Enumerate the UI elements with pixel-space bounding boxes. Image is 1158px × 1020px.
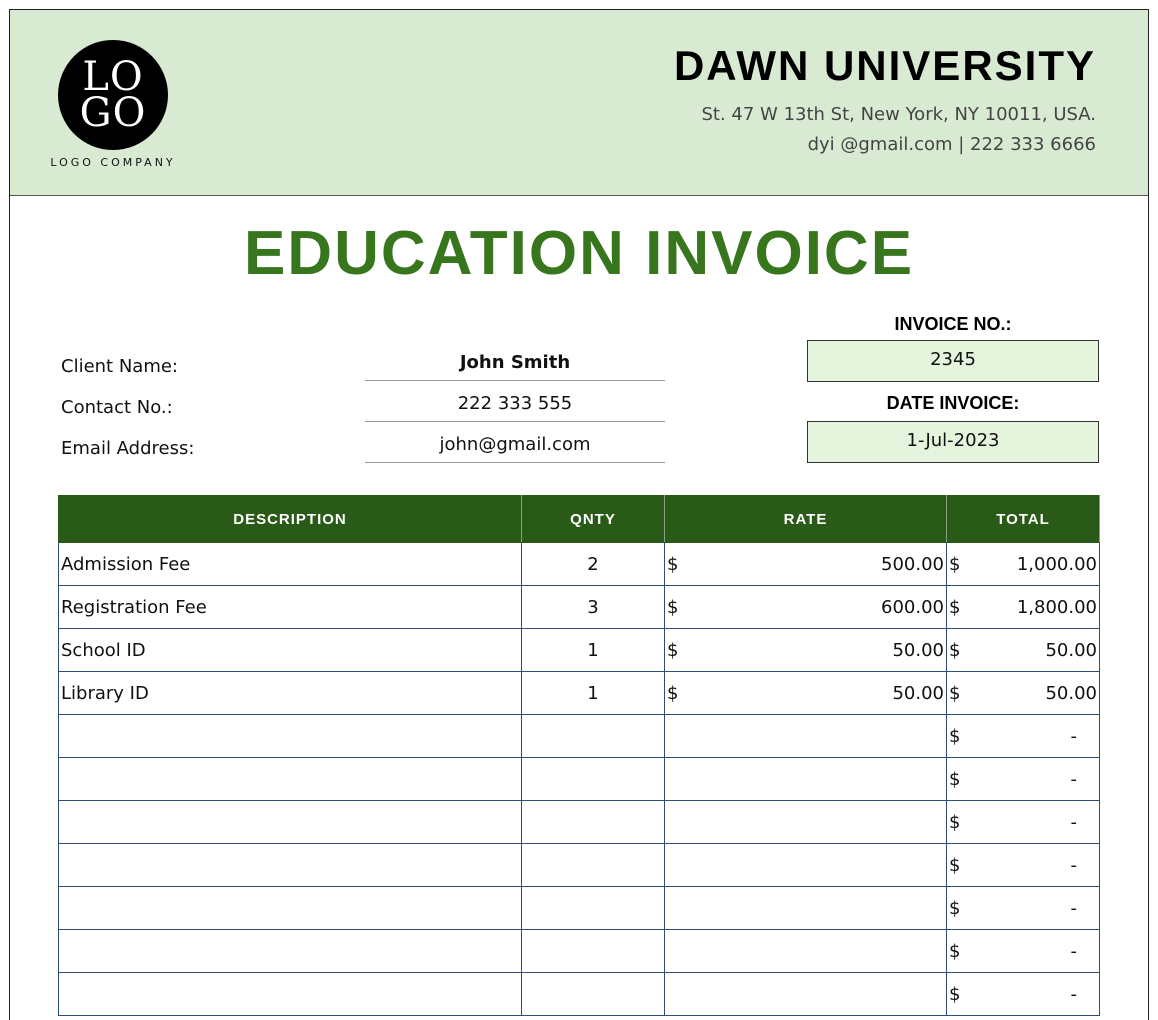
university-address: St. 47 W 13th St, New York, NY 10011, USA. [701, 104, 1096, 125]
column-header-description: DESCRIPTION [59, 496, 522, 543]
cell-description[interactable] [59, 758, 522, 801]
cell-description[interactable] [59, 844, 522, 887]
invoice-title: EDUCATION INVOICE [243, 219, 915, 288]
cell-rate[interactable] [665, 543, 947, 586]
cell-qnty[interactable] [522, 715, 665, 758]
cell-description[interactable] [59, 715, 522, 758]
cell-description[interactable] [59, 887, 522, 930]
total-value: - [1070, 897, 1077, 919]
logo-text-line1: LO [82, 54, 144, 100]
cell-total [947, 715, 1100, 758]
table-row [59, 844, 1100, 887]
table-row [59, 887, 1100, 930]
cell-qnty[interactable]: 1 [522, 672, 665, 715]
table-row [59, 801, 1100, 844]
currency-symbol: $ [949, 553, 961, 575]
table-row [59, 973, 1100, 1016]
cell-qnty[interactable] [522, 973, 665, 1016]
total-value: - [1070, 854, 1077, 876]
column-header-rate: RATE [665, 496, 947, 543]
cell-rate[interactable] [665, 672, 947, 715]
cell-qnty[interactable] [522, 930, 665, 973]
cell-description[interactable]: School ID [59, 629, 522, 672]
total-value: 50.00 [1045, 682, 1097, 704]
total-value: - [1070, 768, 1077, 790]
university-contact: dyi @gmail.com | 222 333 6666 [807, 134, 1096, 155]
invoice-date-label: DATE INVOICE: [886, 393, 1020, 413]
currency-symbol: $ [949, 682, 961, 704]
table-row [59, 715, 1100, 758]
currency-symbol: $ [949, 811, 961, 833]
cell-qnty[interactable]: 3 [522, 586, 665, 629]
cell-total [947, 758, 1100, 801]
cell-description[interactable] [59, 973, 522, 1016]
currency-symbol: $ [667, 553, 679, 575]
total-value: 50.00 [1045, 639, 1097, 661]
logo-circle [58, 40, 168, 150]
rate-value: 50.00 [892, 682, 944, 704]
client-name-value: John Smith [365, 350, 665, 381]
client-name-label: Client Name: [61, 356, 178, 377]
email-label: Email Address: [61, 438, 195, 459]
email-value: john@gmail.com [365, 432, 665, 463]
cell-rate[interactable] [665, 801, 947, 844]
table-row [59, 758, 1100, 801]
column-header-qnty: QNTY [522, 496, 665, 543]
logo-caption: LOGO COMPANY [50, 156, 176, 169]
rate-value: 50.00 [892, 639, 944, 661]
invoice-header [10, 10, 1148, 196]
cell-rate[interactable] [665, 629, 947, 672]
currency-symbol: $ [949, 897, 961, 919]
logo-text-line2: GO [79, 90, 147, 136]
table-row [59, 930, 1100, 973]
cell-qnty[interactable]: 2 [522, 543, 665, 586]
currency-symbol: $ [949, 983, 961, 1005]
currency-symbol: $ [949, 854, 961, 876]
table-row [59, 629, 1100, 672]
currency-symbol: $ [667, 682, 679, 704]
cell-total [947, 629, 1100, 672]
cell-total [947, 930, 1100, 973]
currency-symbol: $ [667, 596, 679, 618]
cell-total [947, 543, 1100, 586]
cell-rate[interactable] [665, 930, 947, 973]
cell-qnty[interactable] [522, 758, 665, 801]
cell-rate[interactable] [665, 758, 947, 801]
currency-symbol: $ [949, 940, 961, 962]
university-name: DAWN UNIVERSITY [673, 42, 1096, 89]
total-value: - [1070, 940, 1077, 962]
cell-total [947, 672, 1100, 715]
cell-description[interactable]: Registration Fee [59, 586, 522, 629]
cell-total [947, 844, 1100, 887]
total-value: 1,800.00 [1016, 596, 1097, 618]
total-value: - [1070, 725, 1077, 747]
cell-qnty[interactable] [522, 801, 665, 844]
cell-rate[interactable] [665, 844, 947, 887]
cell-qnty[interactable]: 1 [522, 629, 665, 672]
cell-total [947, 586, 1100, 629]
column-header-total: TOTAL [947, 496, 1100, 543]
cell-qnty[interactable] [522, 887, 665, 930]
currency-symbol: $ [949, 768, 961, 790]
cell-description[interactable] [59, 801, 522, 844]
table-row [59, 672, 1100, 715]
cell-rate[interactable] [665, 586, 947, 629]
table-row [59, 586, 1100, 629]
cell-rate[interactable] [665, 715, 947, 758]
rate-value: 600.00 [881, 596, 944, 618]
invoice-no-value: 2345 [807, 340, 1099, 382]
cell-total [947, 887, 1100, 930]
invoice-date-value: 1-Jul-2023 [807, 421, 1099, 463]
cell-description[interactable]: Library ID [59, 672, 522, 715]
cell-total [947, 801, 1100, 844]
total-value: - [1070, 983, 1077, 1005]
rate-value: 500.00 [881, 553, 944, 575]
contact-no-label: Contact No.: [61, 397, 173, 418]
currency-symbol: $ [949, 725, 961, 747]
table-header-row [59, 496, 1100, 543]
currency-symbol: $ [949, 639, 961, 661]
invoice-no-label: INVOICE NO.: [894, 314, 1012, 334]
table-row [59, 543, 1100, 586]
contact-no-value: 222 333 555 [365, 391, 665, 422]
cell-qnty[interactable] [522, 844, 665, 887]
cell-description[interactable] [59, 930, 522, 973]
cell-rate[interactable] [665, 887, 947, 930]
invoice-page [9, 9, 1149, 1020]
total-value: 1,000.00 [1016, 553, 1097, 575]
currency-symbol: $ [667, 639, 679, 661]
currency-symbol: $ [949, 596, 961, 618]
invoice-items-table [58, 495, 1100, 1016]
total-value: - [1070, 811, 1077, 833]
company-logo [38, 40, 188, 169]
cell-rate[interactable] [665, 973, 947, 1016]
cell-total [947, 973, 1100, 1016]
cell-description[interactable]: Admission Fee [59, 543, 522, 586]
